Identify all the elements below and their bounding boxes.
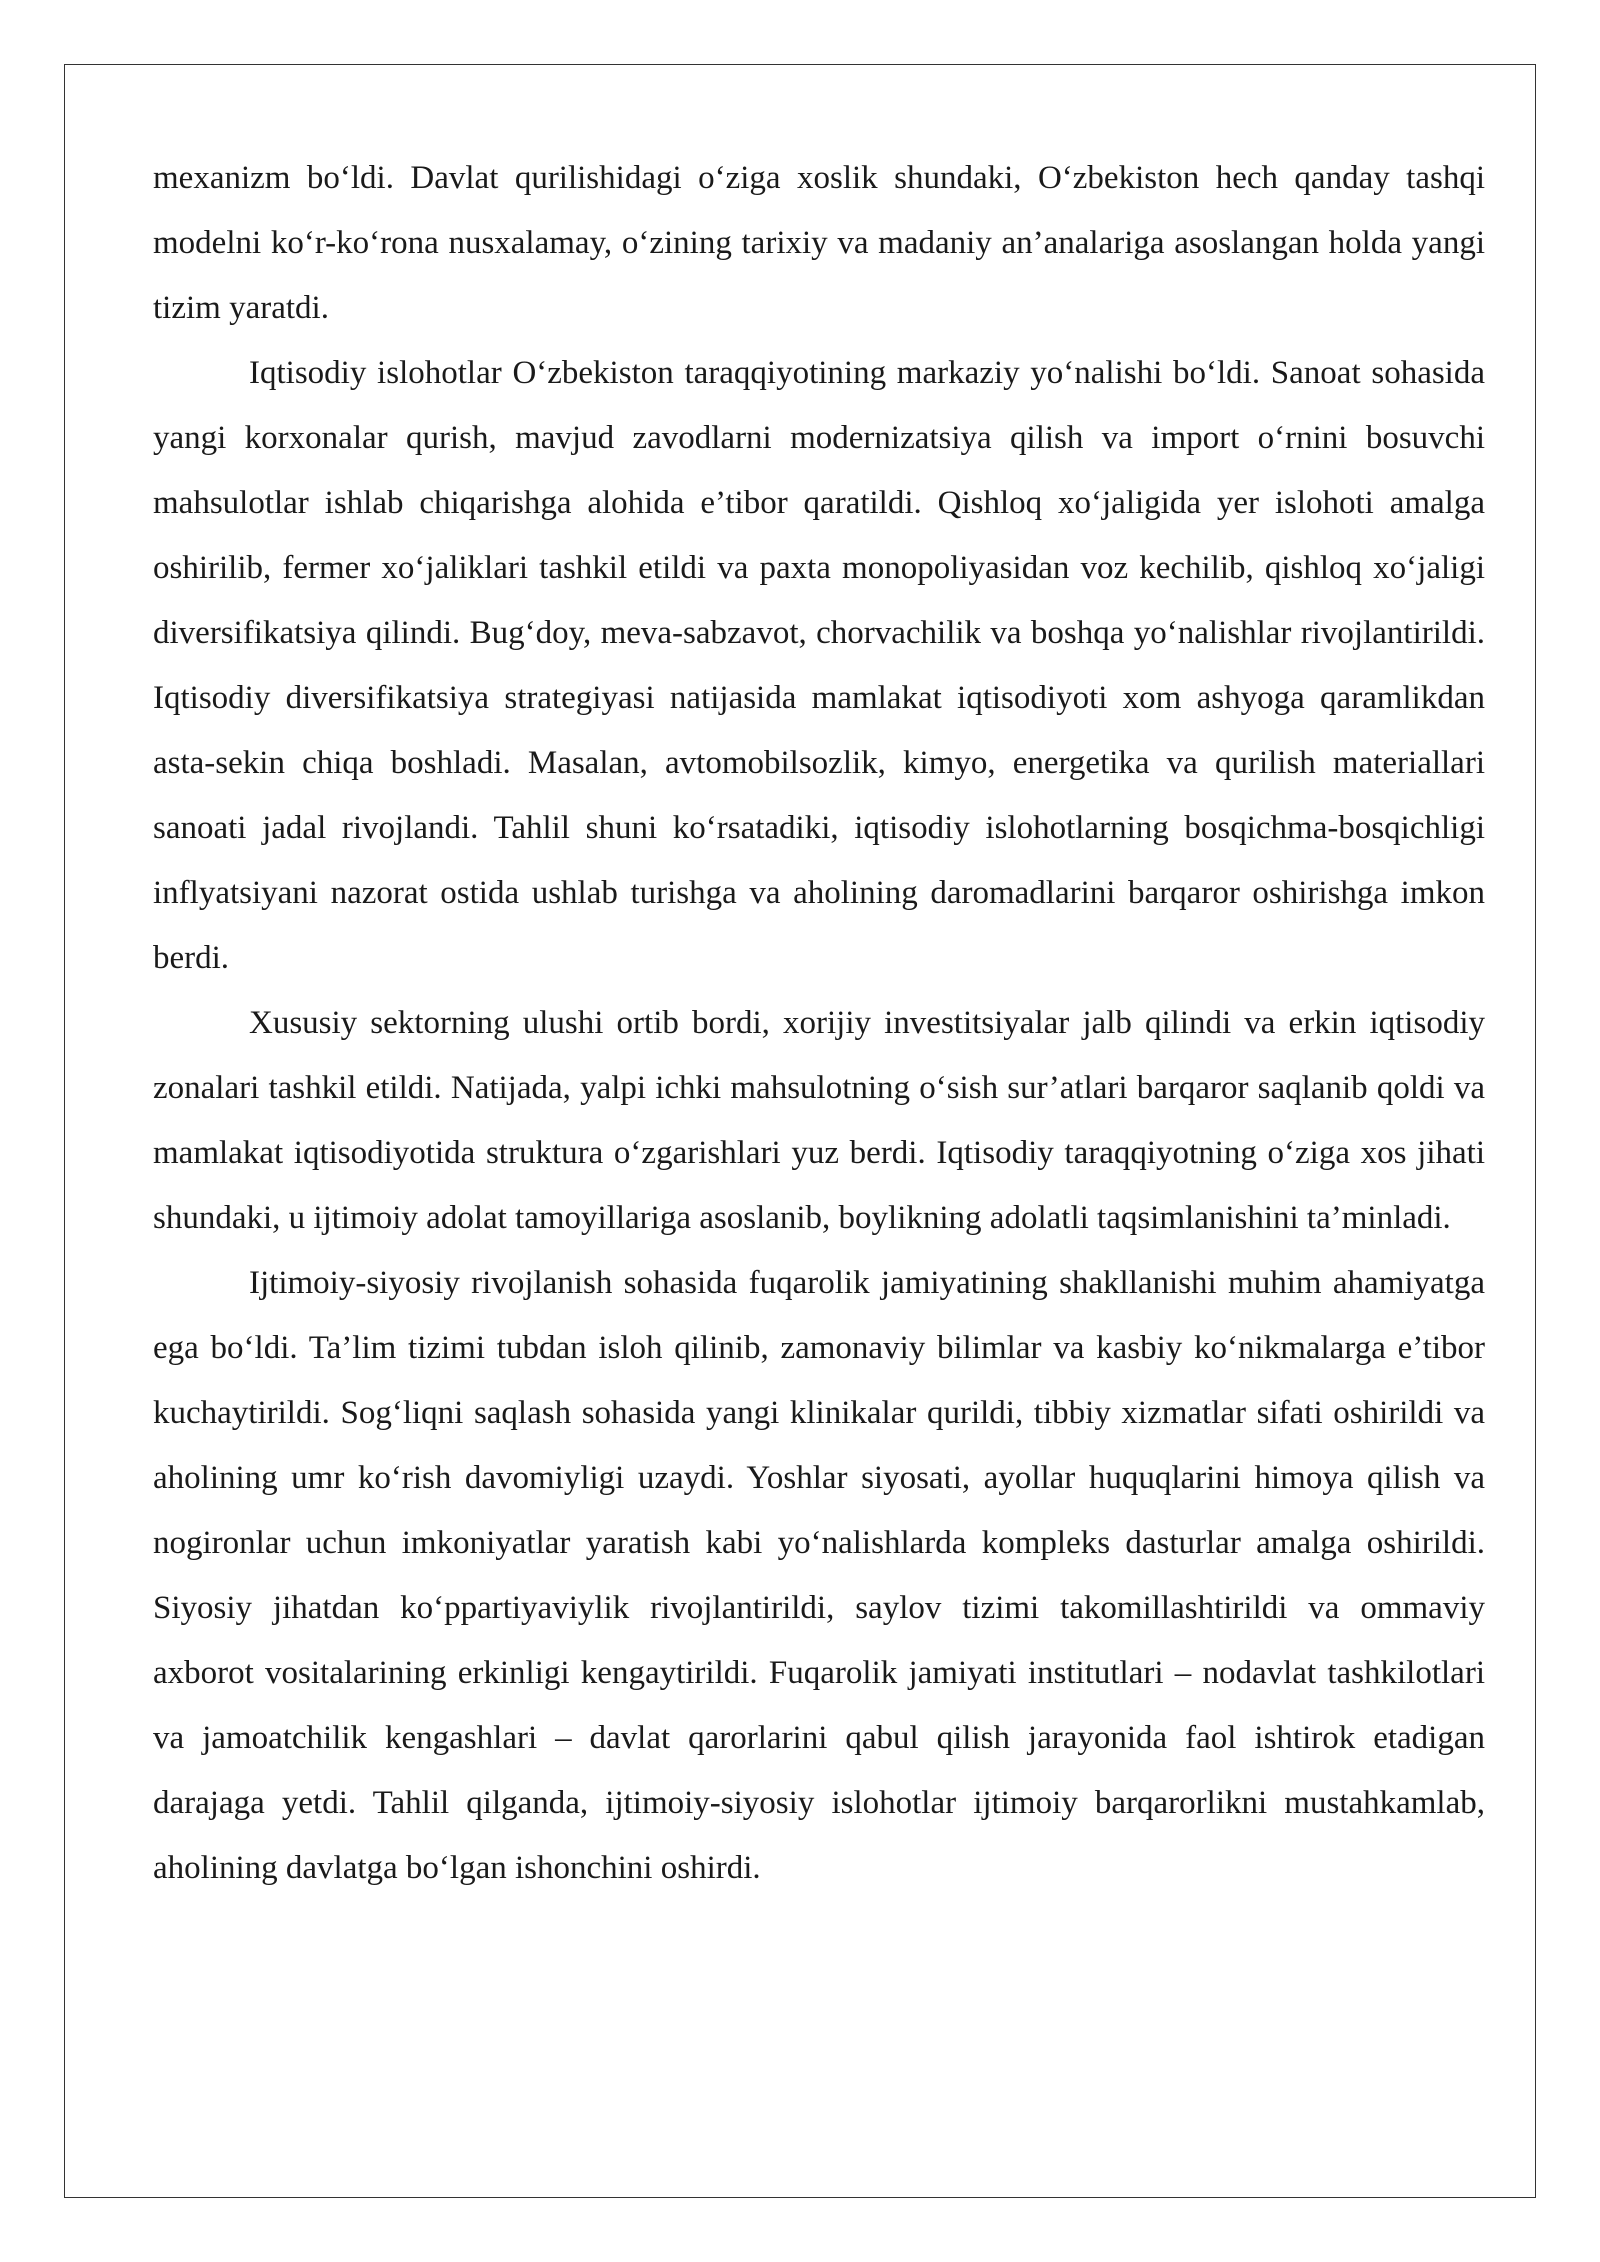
paragraph-continuation: mexanizm bo‘ldi. Davlat qurilishidagi o‘ziga xoslik shundaki, O‘zbekiston hech qanday tashqi modelni ko‘r-ko‘rona nusxalamay, o‘zining tarixiy va madaniy an’analariga asoslangan holda yangi tizim yaratdi. (153, 160, 1485, 326)
document-body (153, 146, 1485, 1901)
paragraph-private-sector: Xususiy sektorning ulushi ortib bordi, xorijiy investitsiyalar jalb qilindi va erkin iqtisodiy zonalari tashkil etildi. Natijada, yalpi ichki mahsulotning o‘sish sur’atlari barqaror saqlanib qoldi va mamlakat iqtisodiyotida struktura o‘zgarishlari yuz berdi. Iqtisodiy taraqqiyotning o‘ziga xos jihati shundaki, u ijtimoiy adolat tamoyillariga asoslanib, boylikning adolatli taqsimlanishini ta’minladi. (153, 1005, 1485, 1236)
paragraph-social-political: Ijtimoiy-siyosiy rivojlanish sohasida fuqarolik jamiyatining shakllanishi muhim ahamiyatga ega bo‘ldi. Ta’lim tizimi tubdan isloh qilinib, zamonaviy bilimlar va kasbiy ko‘nikmalarga e’tibor kuchaytirildi. Sog‘liqni saqlash sohasida yangi klinikalar qurildi, tibbiy xizmatlar sifati oshirildi va aholining umr ko‘rish davomiyligi uzaydi. Yoshlar siyosati, ayollar huquqlarini himoya qilish va nogironlar uchun imkoniyatlar yaratish kabi yo‘nalishlarda kompleks dasturlar amalga oshirildi. Siyosiy jihatdan ko‘ppartiyaviylik rivojlantirildi, saylov tizimi takomillashtirildi va ommaviy axborot vositalarining erkinligi kengaytirildi. Fuqarolik jamiyati institutlari – nodavlat tashkilotlari va jamoatchilik kengashlari – davlat qarorlarini qabul qilish jarayonida faol ishtirok etadigan darajaga yetdi. Tahlil qilganda, ijtimoiy-siyosiy islohotlar ijtimoiy barqarorlikni mustahkamlab, aholining davlatga bo‘lgan ishonchini oshirdi. (153, 1265, 1485, 1886)
paragraph-economic-reforms: Iqtisodiy islohotlar O‘zbekiston taraqqiyotining markaziy yo‘nalishi bo‘ldi. Sanoat sohasida yangi korxonalar qurish, mavjud zavodlarni modernizatsiya qilish va import o‘rnini bosuvchi mahsulotlar ishlab chiqarishga alohida e’tibor qaratildi. Qishloq xo‘jaligida yer islohoti amalga oshirilib, fermer xo‘jaliklari tashkil etildi va paxta monopoliyasidan voz kechilib, qishloq xo‘jaligi diversifikatsiya qilindi. Bug‘doy, meva-sabzavot, chorvachilik va boshqa yo‘nalishlar rivojlantirildi. Iqtisodiy diversifikatsiya strategiyasi natijasida mamlakat iqtisodiyoti xom ashyoga qaramlikdan asta-sekin chiqa boshladi. Masalan, avtomobilsozlik, kimyo, energetika va qurilish materiallari sanoati jadal rivojlandi. Tahlil shuni ko‘rsatadiki, iqtisodiy islohotlarning bosqichma-bosqichligi inflyatsiyani nazorat ostida ushlab turishga va aholining daromadlarini barqaror oshirishga imkon berdi. (153, 355, 1485, 976)
